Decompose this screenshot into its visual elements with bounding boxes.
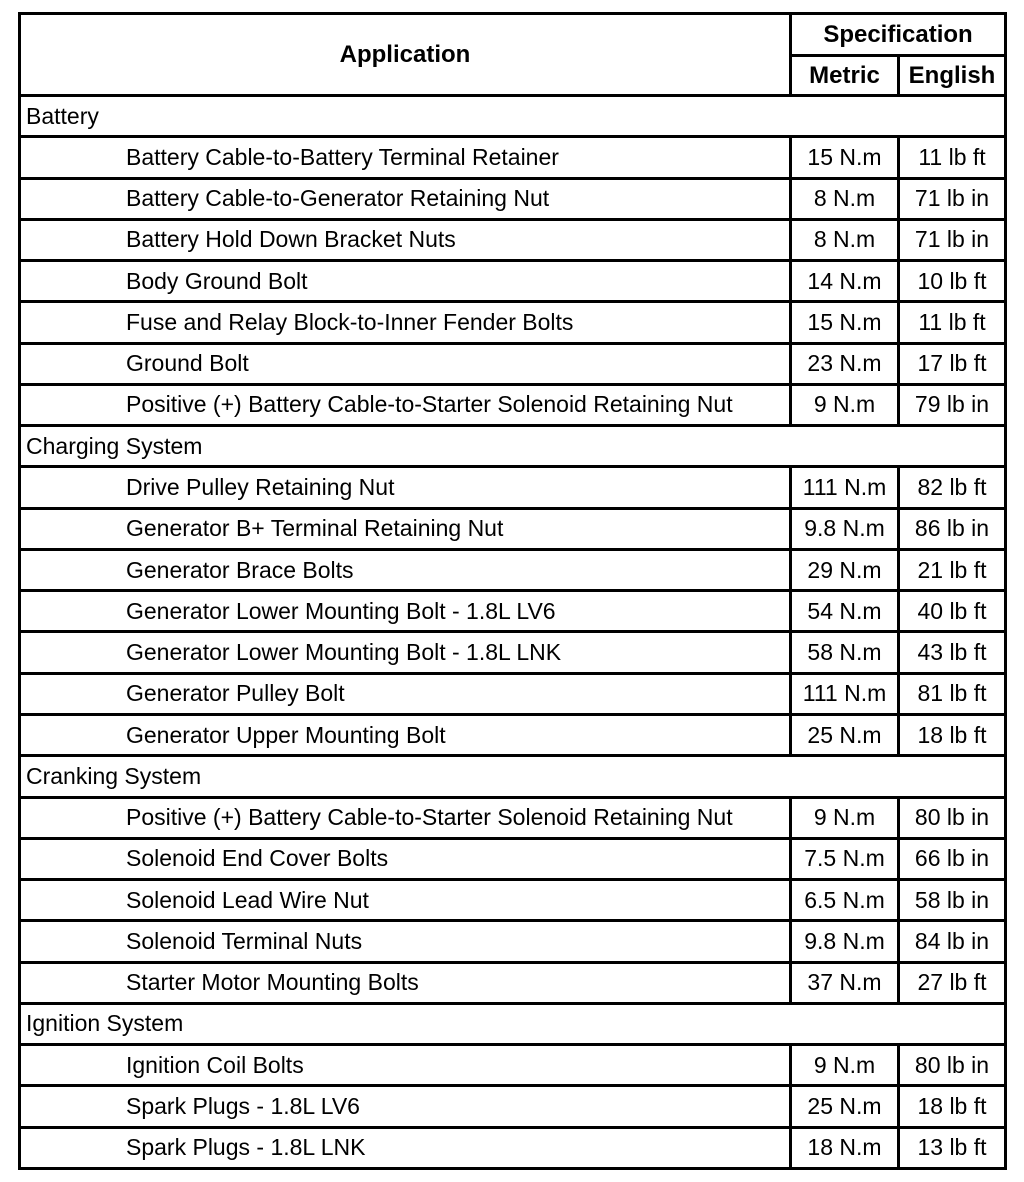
table-row	[20, 673, 1006, 714]
table-row	[20, 797, 1006, 838]
table-row	[20, 261, 1006, 302]
metric-header: Metric	[791, 56, 899, 96]
table-row	[20, 838, 1006, 879]
application-cell: Fuse and Relay Block-to-Inner Fender Bolts	[20, 302, 791, 343]
metric-cell: 29 N.m	[791, 549, 899, 590]
table-row	[20, 1127, 1006, 1168]
application-cell: Solenoid Terminal Nuts	[20, 921, 791, 962]
english-cell: 81 lb ft	[899, 673, 1006, 714]
english-cell: 21 lb ft	[899, 549, 1006, 590]
metric-cell: 37 N.m	[791, 962, 899, 1003]
english-cell: 66 lb in	[899, 838, 1006, 879]
application-cell: Generator B+ Terminal Retaining Nut	[20, 508, 791, 549]
header-row	[20, 14, 1006, 56]
table-row	[20, 343, 1006, 384]
metric-cell: 9.8 N.m	[791, 508, 899, 549]
table-row	[20, 549, 1006, 590]
section-title: Charging System	[20, 426, 1006, 467]
metric-cell: 111 N.m	[791, 673, 899, 714]
english-cell: 43 lb ft	[899, 632, 1006, 673]
specification-header: Specification	[791, 14, 1006, 56]
table-row	[20, 302, 1006, 343]
application-cell: Generator Lower Mounting Bolt - 1.8L LNK	[20, 632, 791, 673]
english-cell: 71 lb in	[899, 178, 1006, 219]
metric-cell: 7.5 N.m	[791, 838, 899, 879]
table-row	[20, 962, 1006, 1003]
application-cell: Drive Pulley Retaining Nut	[20, 467, 791, 508]
metric-cell: 58 N.m	[791, 632, 899, 673]
english-cell: 11 lb ft	[899, 137, 1006, 178]
english-cell: 79 lb in	[899, 384, 1006, 425]
application-cell: Generator Lower Mounting Bolt - 1.8L LV6	[20, 591, 791, 632]
table-row	[20, 591, 1006, 632]
application-cell: Battery Hold Down Bracket Nuts	[20, 219, 791, 260]
metric-cell: 9.8 N.m	[791, 921, 899, 962]
application-header: Application	[20, 14, 791, 96]
english-cell: 17 lb ft	[899, 343, 1006, 384]
table-row	[20, 1086, 1006, 1127]
metric-cell: 6.5 N.m	[791, 880, 899, 921]
section-row	[20, 426, 1006, 467]
metric-cell: 8 N.m	[791, 178, 899, 219]
table-body	[20, 96, 1006, 1169]
application-cell: Ground Bolt	[20, 343, 791, 384]
application-cell: Starter Motor Mounting Bolts	[20, 962, 791, 1003]
metric-cell: 15 N.m	[791, 302, 899, 343]
table-row	[20, 1045, 1006, 1086]
application-cell: Generator Pulley Bolt	[20, 673, 791, 714]
table-row	[20, 178, 1006, 219]
table-row	[20, 467, 1006, 508]
application-cell: Spark Plugs - 1.8L LNK	[20, 1127, 791, 1168]
english-cell: 80 lb in	[899, 797, 1006, 838]
english-header: English	[899, 56, 1006, 96]
table-row	[20, 714, 1006, 755]
english-cell: 86 lb in	[899, 508, 1006, 549]
metric-cell: 111 N.m	[791, 467, 899, 508]
table-row	[20, 921, 1006, 962]
table-row	[20, 880, 1006, 921]
metric-cell: 18 N.m	[791, 1127, 899, 1168]
english-cell: 18 lb ft	[899, 1086, 1006, 1127]
application-cell: Ignition Coil Bolts	[20, 1045, 791, 1086]
english-cell: 11 lb ft	[899, 302, 1006, 343]
english-cell: 58 lb in	[899, 880, 1006, 921]
metric-cell: 25 N.m	[791, 714, 899, 755]
section-title: Cranking System	[20, 756, 1006, 797]
english-cell: 71 lb in	[899, 219, 1006, 260]
application-cell: Battery Cable-to-Battery Terminal Retainer	[20, 137, 791, 178]
metric-cell: 15 N.m	[791, 137, 899, 178]
english-cell: 13 lb ft	[899, 1127, 1006, 1168]
table-row	[20, 508, 1006, 549]
torque-spec-table	[18, 12, 1007, 1170]
metric-cell: 54 N.m	[791, 591, 899, 632]
application-cell: Solenoid End Cover Bolts	[20, 838, 791, 879]
application-cell: Spark Plugs - 1.8L LV6	[20, 1086, 791, 1127]
english-cell: 84 lb in	[899, 921, 1006, 962]
english-cell: 10 lb ft	[899, 261, 1006, 302]
application-cell: Positive (+) Battery Cable-to-Starter Solenoid Retaining Nut	[20, 797, 791, 838]
section-row	[20, 96, 1006, 137]
application-cell: Positive (+) Battery Cable-to-Starter Solenoid Retaining Nut	[20, 384, 791, 425]
metric-cell: 14 N.m	[791, 261, 899, 302]
metric-cell: 9 N.m	[791, 384, 899, 425]
section-row	[20, 756, 1006, 797]
table-row	[20, 384, 1006, 425]
section-title: Ignition System	[20, 1003, 1006, 1044]
english-cell: 82 lb ft	[899, 467, 1006, 508]
english-cell: 27 lb ft	[899, 962, 1006, 1003]
english-cell: 40 lb ft	[899, 591, 1006, 632]
table-row	[20, 219, 1006, 260]
table-row	[20, 632, 1006, 673]
metric-cell: 9 N.m	[791, 1045, 899, 1086]
application-cell: Body Ground Bolt	[20, 261, 791, 302]
metric-cell: 8 N.m	[791, 219, 899, 260]
application-cell: Generator Upper Mounting Bolt	[20, 714, 791, 755]
application-cell: Battery Cable-to-Generator Retaining Nut	[20, 178, 791, 219]
application-cell: Solenoid Lead Wire Nut	[20, 880, 791, 921]
english-cell: 18 lb ft	[899, 714, 1006, 755]
metric-cell: 25 N.m	[791, 1086, 899, 1127]
section-title: Battery	[20, 96, 1006, 137]
english-cell: 80 lb in	[899, 1045, 1006, 1086]
section-row	[20, 1003, 1006, 1044]
table-row	[20, 137, 1006, 178]
metric-cell: 23 N.m	[791, 343, 899, 384]
application-cell: Generator Brace Bolts	[20, 549, 791, 590]
metric-cell: 9 N.m	[791, 797, 899, 838]
